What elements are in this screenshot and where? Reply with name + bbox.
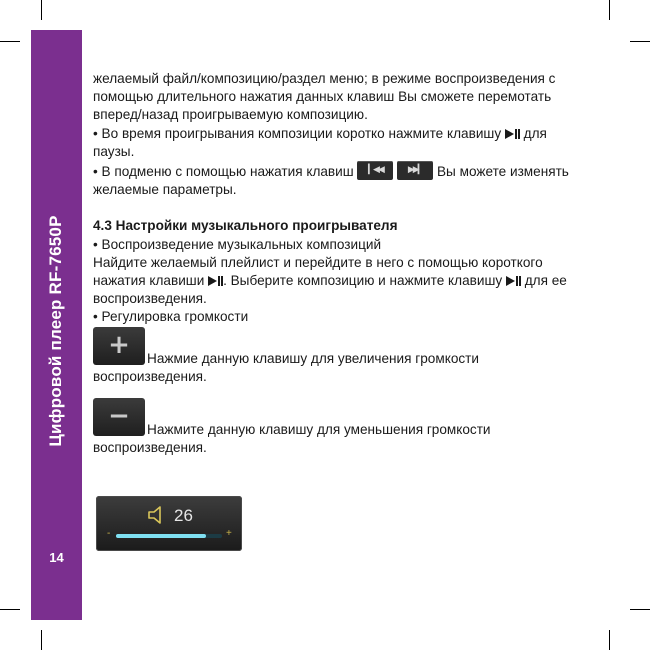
pause-text-start: • Во время проигрывания композиции коротко нажмите клавишу bbox=[93, 125, 505, 141]
speaker-icon bbox=[146, 504, 168, 526]
crop-mark bbox=[609, 630, 610, 650]
volume-slider-track bbox=[116, 534, 222, 538]
page-content bbox=[93, 70, 583, 457]
play-pause-icon bbox=[505, 126, 520, 141]
play-pause-icon bbox=[208, 273, 223, 288]
bullet-volume: • Регулировка громкости bbox=[93, 309, 249, 325]
paragraph-submenu bbox=[93, 161, 583, 199]
crop-mark bbox=[630, 609, 650, 610]
section-heading: 4.3 Настройки музыкального проигрывателя bbox=[93, 218, 398, 234]
paragraph-pause bbox=[93, 125, 583, 161]
crop-mark bbox=[0, 609, 20, 610]
volume-plus-label: + bbox=[226, 528, 232, 539]
submenu-text-start: • В подменю с помощью нажатия клавиш bbox=[93, 164, 358, 180]
crop-mark bbox=[609, 0, 610, 20]
pause-text-end: для паузы. bbox=[93, 125, 547, 159]
minus-key-icon: − bbox=[93, 398, 145, 436]
volume-minus-label: - bbox=[107, 528, 111, 539]
playback-text-mid: . Выберите композицию и нажмите клавишу bbox=[223, 273, 506, 289]
paragraph-playback bbox=[93, 254, 583, 309]
paragraph-volume-up bbox=[93, 327, 583, 386]
crop-mark bbox=[0, 41, 20, 42]
volume-up-text: Нажмие данную клавишу для увеличения громкости воспроизведения. bbox=[93, 350, 479, 384]
volume-slider-fill bbox=[116, 534, 206, 538]
crop-mark bbox=[41, 630, 42, 650]
playback-text-end: для ее воспроизведения. bbox=[93, 273, 567, 307]
play-pause-icon bbox=[506, 273, 521, 288]
page-number: 14 bbox=[49, 550, 64, 565]
paragraph-volume-down bbox=[93, 398, 583, 457]
plus-key-icon: + bbox=[93, 327, 145, 365]
volume-value: 26 bbox=[174, 506, 193, 525]
playback-text-start: Найдите желаемый плейлист и перейдите в него с помощью короткого нажатия клавиши bbox=[93, 254, 543, 289]
paragraph-navigation: желаемый файл/композицию/раздел меню; в режиме воспроизведения с помощью длительного нажатия данных клавиш Вы сможете перемотать вперед/назад проигрываемую композицию. bbox=[93, 71, 556, 123]
bullet-playback: • Воспроизведение музыкальных композиций bbox=[93, 236, 382, 252]
crop-mark bbox=[630, 41, 650, 42]
submenu-text-end: Вы можете изменять желаемые параметры. bbox=[93, 164, 569, 198]
fast-forward-key-icon: ▶▶▎ bbox=[397, 161, 433, 180]
crop-mark bbox=[41, 0, 42, 20]
volume-down-text: Нажмите данную клавишу для уменьшения громкости воспроизведения. bbox=[93, 422, 491, 456]
volume-widget bbox=[96, 496, 242, 551]
rewind-key-icon: ▎◀◀ bbox=[357, 161, 393, 180]
sidebar-title: Цифровой плеер RF-7650P bbox=[46, 215, 65, 447]
